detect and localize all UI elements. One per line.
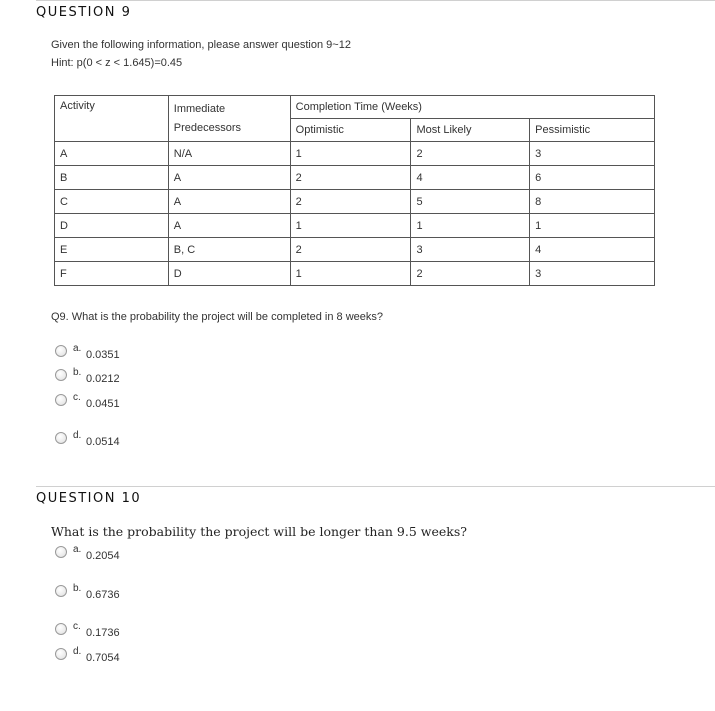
option-letter: a.: [73, 343, 82, 354]
option-letter: a.: [73, 544, 82, 555]
cell-predecessors: D: [168, 262, 290, 286]
cell-activity: F: [55, 262, 169, 286]
cell-optimistic: 1: [290, 262, 411, 286]
option-value: 0.1736: [86, 627, 120, 639]
cell-activity: B: [55, 166, 169, 190]
option-letter: d.: [73, 430, 82, 441]
cell-predecessors: A: [168, 166, 290, 190]
question-10-text: What is the probability the project will be longer than 9.5 weeks?: [51, 524, 467, 539]
header-immediate-predecessors: [168, 96, 290, 142]
cell-optimistic: 2: [290, 238, 411, 262]
header-activity: Activity: [55, 96, 169, 142]
option-value: 0.6736: [86, 589, 120, 601]
cell-most-likely: 5: [411, 190, 530, 214]
cell-activity: D: [55, 214, 169, 238]
question-9-header: QUESTION 9: [36, 0, 715, 25]
cell-activity: C: [55, 190, 169, 214]
cell-pessimistic: 8: [530, 190, 655, 214]
header-optimistic: Optimistic: [290, 119, 411, 142]
cell-pessimistic: 3: [530, 262, 655, 286]
radio-button[interactable]: [55, 345, 67, 357]
cell-pessimistic: 3: [530, 142, 655, 166]
radio-button[interactable]: [55, 585, 67, 597]
table-row: [55, 166, 655, 190]
radio-button[interactable]: [55, 623, 67, 635]
header-immediate: Immediate: [173, 103, 226, 115]
option-value: 0.0451: [86, 398, 120, 410]
cell-optimistic: 2: [290, 190, 411, 214]
option-letter: b.: [73, 367, 82, 378]
option-letter: c.: [73, 392, 81, 403]
cell-optimistic: 1: [290, 214, 411, 238]
table-row: [55, 238, 655, 262]
cell-predecessors: N/A: [168, 142, 290, 166]
question-9-text: Q9. What is the probability the project will be completed in 8 weeks?: [51, 311, 383, 323]
question-9-intro: Given the following information, please answer question 9~12: [51, 39, 351, 51]
table-row: [55, 214, 655, 238]
radio-button[interactable]: [55, 394, 67, 406]
option-value: 0.2054: [86, 550, 120, 562]
header-predecessors: Predecessors: [173, 122, 242, 134]
header-most-likely: Most Likely: [411, 119, 530, 142]
option-value: 0.0212: [86, 373, 120, 385]
table-row: [55, 262, 655, 286]
cell-predecessors: A: [168, 214, 290, 238]
cell-most-likely: 2: [411, 262, 530, 286]
cell-pessimistic: 4: [530, 238, 655, 262]
header-pessimistic: Pessimistic: [530, 119, 655, 142]
option-letter: b.: [73, 583, 82, 594]
cell-pessimistic: 6: [530, 166, 655, 190]
option-value: 0.7054: [86, 652, 120, 664]
cell-predecessors: A: [168, 190, 290, 214]
cell-most-likely: 1: [411, 214, 530, 238]
cell-most-likely: 4: [411, 166, 530, 190]
cell-activity: A: [55, 142, 169, 166]
cell-pessimistic: 1: [530, 214, 655, 238]
radio-button[interactable]: [55, 369, 67, 381]
radio-button[interactable]: [55, 432, 67, 444]
cell-most-likely: 3: [411, 238, 530, 262]
table-row: [55, 142, 655, 166]
radio-button[interactable]: [55, 546, 67, 558]
option-letter: c.: [73, 621, 81, 632]
cell-optimistic: 2: [290, 166, 411, 190]
option-value: 0.0514: [86, 436, 120, 448]
header-completion-time: Completion Time (Weeks): [290, 96, 654, 119]
radio-button[interactable]: [55, 648, 67, 660]
option-letter: d.: [73, 646, 82, 657]
cell-most-likely: 2: [411, 142, 530, 166]
cell-activity: E: [55, 238, 169, 262]
table-row: [55, 190, 655, 214]
option-value: 0.0351: [86, 349, 120, 361]
cell-optimistic: 1: [290, 142, 411, 166]
cell-predecessors: B, C: [168, 238, 290, 262]
question-10-header: QUESTION 10: [36, 486, 715, 511]
question-9-hint: Hint: p(0 < z < 1.645)=0.45: [51, 57, 183, 69]
activity-table: [54, 95, 655, 286]
